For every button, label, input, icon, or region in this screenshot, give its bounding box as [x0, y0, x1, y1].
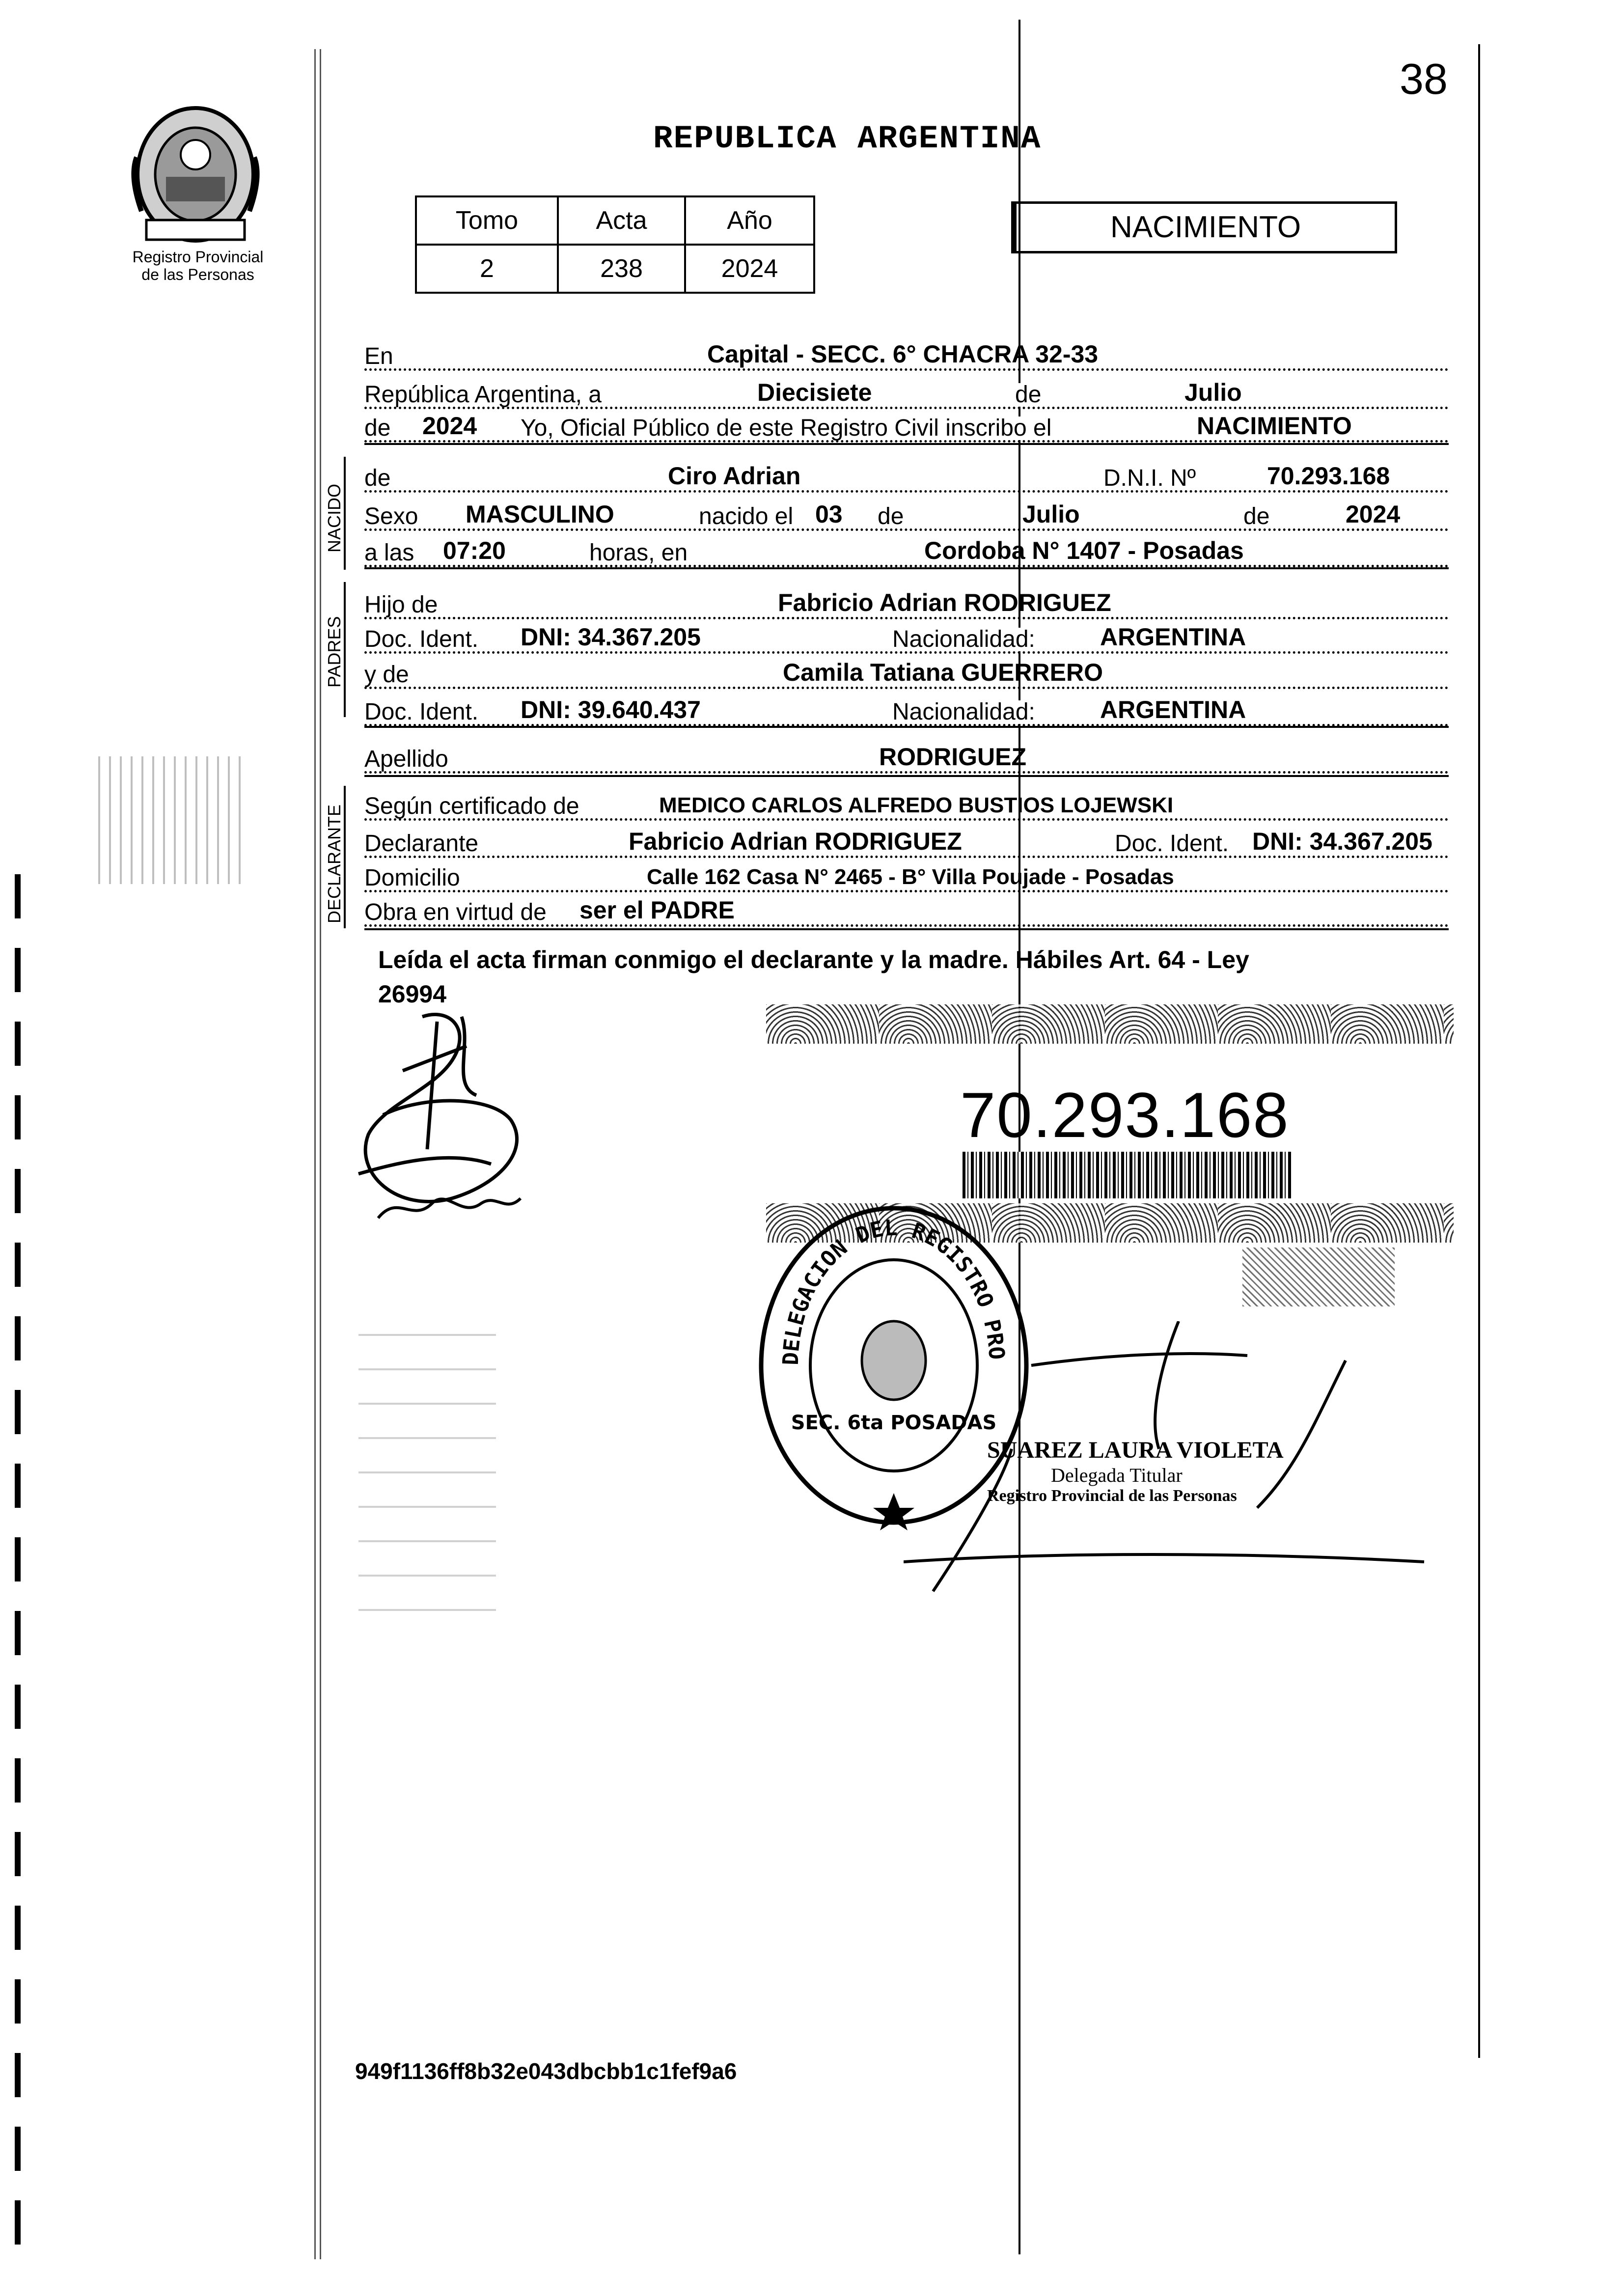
section-divider [364, 928, 1449, 930]
declarante-section-label: DECLARANTE [324, 804, 344, 923]
en-label: En [364, 345, 397, 368]
document-hash: 949f1136ff8b32e043dbcbb1c1fef9a6 [355, 2058, 737, 2084]
date-field [364, 377, 1449, 409]
section-divider [364, 443, 1449, 445]
declarante-value: Fabricio Adrian RODRIGUEZ [629, 828, 962, 855]
year-de-label: de [364, 415, 391, 441]
security-barcode [963, 1152, 1292, 1198]
security-number: 70.293.168 [960, 1079, 1290, 1151]
page-number: 38 [1400, 55, 1448, 103]
closing-line-2: 26994 [378, 980, 447, 1008]
y-de-label: y de [364, 663, 413, 687]
republica-label: República Argentina, a [364, 383, 606, 407]
decl-doc-label: Doc. Ident. [1115, 832, 1233, 856]
domicilio-label: Domicilio [364, 866, 464, 890]
father-doc-field [364, 622, 1449, 654]
child-name-value: Ciro Adrian [668, 462, 801, 490]
province-crest [127, 98, 264, 246]
horas-en-label: horas, en [589, 541, 691, 565]
tomo-header: Tomo [416, 196, 558, 245]
faint-smudge [98, 756, 246, 884]
inscribo-value: NACIMIENTO [1197, 412, 1352, 440]
hora-field [364, 535, 1449, 567]
declarant-signature [324, 987, 579, 1243]
domicilio-value: Calle 162 Casa N° 2465 - B° Villa Poujade - Posadas [647, 865, 1174, 889]
anio-header: Año [685, 196, 814, 245]
anio-value: 2024 [685, 245, 814, 293]
stamp-inner-text: SEC. 6ta POSADAS [791, 1412, 997, 1434]
nacido-de-label: de [364, 467, 394, 490]
official-name: SUAREZ LAURA VIOLETA [987, 1437, 1284, 1463]
father-field [364, 587, 1449, 619]
child-dni-value: 70.293.168 [1267, 462, 1390, 490]
acta-value: 238 [558, 245, 685, 293]
official-office: Registro Provincial de las Personas [987, 1487, 1237, 1505]
stamp-outer-text: DELEGACION DEL REGISTRO PRO [778, 1215, 1009, 1366]
cert-value: MEDICO CARLOS ALFREDO BUSTIOS LOJEWSKI [659, 793, 1174, 817]
decl-doc-value: DNI: 34.367.205 [1252, 828, 1432, 855]
nacido-bracket [344, 457, 356, 570]
father-name-value: Fabricio Adrian RODRIGUEZ [778, 589, 1111, 616]
mother-field [364, 657, 1449, 689]
doc-ident-label: Doc. Ident. [364, 700, 482, 724]
declarante-field [364, 826, 1449, 858]
right-border-line [1478, 44, 1480, 2058]
mother-doc-field [364, 694, 1449, 726]
registry-line-1: Registro Provincial [132, 248, 264, 266]
day-value: Diecisiete [757, 379, 872, 406]
mother-doc-value: DNI: 39.640.437 [521, 696, 701, 723]
month-value: Julio [1184, 379, 1242, 406]
closing-line-1: Leída el acta firman conmigo el declarante y la madre. Hábiles Art. 64 - Ley [378, 946, 1249, 973]
padres-bracket [344, 582, 356, 717]
nacionalidad-label: Nacionalidad: [892, 628, 1039, 651]
declarante-bracket [344, 786, 356, 928]
country-title: REPUBLICA ARGENTINA [653, 120, 1042, 157]
birth-year-value: 2024 [1346, 500, 1401, 528]
hijo-de-label: Hijo de [364, 593, 441, 617]
sexo-field [364, 499, 1449, 531]
registry-line-2: de las Personas [141, 266, 254, 283]
obra-label: Obra en virtud de [364, 901, 551, 924]
security-band-top [766, 1004, 1454, 1044]
a-las-label: a las [364, 541, 418, 565]
act-type-box [1014, 201, 1397, 253]
apellido-label: Apellido [364, 748, 452, 771]
father-doc-value: DNI: 34.367.205 [521, 623, 701, 651]
place-field [364, 339, 1449, 371]
inscribo-label: Yo, Oficial Público de este Registro Civil inscribo el [521, 416, 1055, 440]
padres-section-label: PADRES [324, 616, 344, 688]
sexo-label: Sexo [364, 505, 422, 528]
father-nat-value: ARGENTINA [1100, 623, 1246, 651]
declarante-label: Declarante [364, 832, 482, 856]
obra-field [364, 895, 1449, 927]
obra-value: ser el PADRE [579, 896, 735, 924]
left-edge-mark [15, 874, 21, 2249]
birth-time-value: 07:20 [443, 537, 506, 564]
nacionalidad-label: Nacionalidad: [892, 700, 1039, 724]
year-value: 2024 [422, 412, 477, 440]
inscribo-field [364, 411, 1449, 443]
cert-field [364, 789, 1449, 821]
official-block [987, 1437, 1429, 1505]
act-type-label: NACIMIENTO [1110, 210, 1301, 244]
security-hologram [1242, 1248, 1395, 1306]
acta-header: Acta [558, 196, 685, 245]
mother-name-value: Camila Tatiana GUERRERO [783, 659, 1103, 686]
mother-nat-value: ARGENTINA [1100, 696, 1246, 723]
register-value-row [416, 245, 814, 293]
faint-smudge [358, 1326, 496, 1611]
de-label-2: de [878, 505, 908, 528]
register-table [415, 195, 815, 294]
name-field [364, 461, 1449, 493]
section-divider [364, 726, 1449, 728]
nacido-el-label: nacido el [699, 505, 797, 528]
birth-day-value: 03 [815, 500, 843, 528]
apellido-field [364, 742, 1449, 774]
de-label: de [1015, 383, 1045, 407]
place-value: Capital - SECC. 6° CHACRA 32-33 [707, 340, 1099, 368]
nacido-section-label: NACIDO [324, 483, 344, 553]
official-title: Delegada Titular [1051, 1464, 1183, 1486]
doc-ident-label: Doc. Ident. [364, 628, 482, 651]
cert-label: Según certificado de [364, 795, 583, 818]
domicilio-field [364, 860, 1449, 892]
crest-icon [127, 98, 264, 246]
left-margin-line [314, 49, 321, 2259]
dni-label: D.N.I. Nº [1103, 467, 1200, 490]
apellido-value: RODRIGUEZ [879, 743, 1026, 771]
sexo-value: MASCULINO [466, 500, 614, 528]
tomo-value: 2 [416, 245, 558, 293]
section-divider [364, 567, 1449, 569]
birth-place-value: Cordoba N° 1407 - Posadas [924, 537, 1244, 564]
de-label-3: de [1243, 505, 1273, 528]
birth-month-value: Julio [1022, 500, 1080, 528]
crest-caption [127, 248, 269, 283]
register-header-row [416, 196, 814, 245]
section-divider [364, 775, 1449, 777]
signature-icon [324, 987, 579, 1243]
